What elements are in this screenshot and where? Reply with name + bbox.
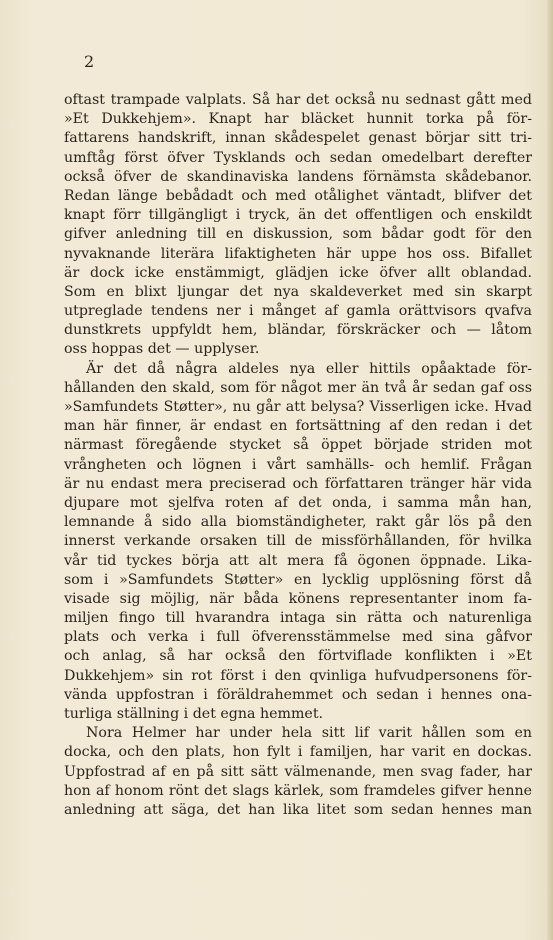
text-line: Är det då några aldeles nya eller hittils opåaktade för- <box>86 360 532 377</box>
text-line: turliga ställning i det egna hemmet. <box>64 706 324 722</box>
text-line: Redan länge bebådadt och med otålighet väntadt, blifver det <box>64 187 532 204</box>
text-line: knapt förr tillgängligt i tryck, än det offentligen och enskildt <box>64 207 532 224</box>
text-line: anledning att säga, det han lika litet som sedan hennes man <box>64 801 532 818</box>
text-line: som i »Samfundets Støtter» en lycklig upplösning först då <box>64 571 532 588</box>
text-line: närmast föregående stycket så öppet började striden mot <box>64 437 532 454</box>
text-line: är dock icke enstämmigt, glädjen icke öfver allt oblandad. <box>64 264 532 281</box>
text-line: djupare mot sjelfva roten af det onda, i samma mån han, <box>64 494 532 511</box>
text-line: fattarens handskrift, innan skådespelet genast börjar sitt tri- <box>64 130 532 147</box>
text-line: gifver anledning till en diskussion, som bådar godt för den <box>64 226 532 243</box>
text-line: och anlag, så har också den förtviflade konflikten i »Et <box>64 648 532 665</box>
page-edge <box>547 0 553 940</box>
body-text <box>64 91 532 820</box>
text-line: hållanden den skald, som för något mer än två år sedan gaf oss <box>64 379 532 396</box>
page-number: 2 <box>84 52 95 71</box>
text-line: vända uppfostran i föräldrahemmet och sedan i hennes ona- <box>64 686 532 703</box>
text-line: också öfver de skandinaviska landens förnämsta skådebanor. <box>64 168 532 185</box>
text-line: »Et Dukkehjem». Knapt har bläcket hunnit torka på för- <box>64 111 532 128</box>
text-line: Uppfostrad af en på sitt sätt välmenande, men svag fader, har <box>64 763 532 780</box>
text-line: plats och verka i full öfverensstämmelse med sina gåfvor <box>64 629 532 646</box>
text-line: Nora Helmer har under hela sitt lif varit hållen som en <box>86 725 532 742</box>
text-line: Som en blixt ljungar det nya skaldeverket med sin skarpt <box>64 283 532 300</box>
text-line: hon af honom rönt det slags kärlek, som framdeles gifver henne <box>64 782 532 799</box>
text-line: dunstkrets uppfyldt hem, bländar, förskräcker och — låtom <box>64 322 532 339</box>
text-line: »Samfundets Støtter», nu går att belysa? Visserligen icke. Hvad <box>64 399 532 415</box>
text-line: oss hoppas det — upplyser. <box>64 341 260 358</box>
text-line: oftast trampade valplats. Så har det också nu sednast gått med <box>64 92 532 108</box>
text-line: visade sig möjlig, när båda könens representanter inom fa- <box>64 590 532 607</box>
text-line: docka, och den plats, hon fylt i familjen, har varit en dockas. <box>64 744 532 761</box>
text-line: utpreglade tendens ner i månget af gamla orättvisors qvafva <box>64 303 532 320</box>
text-line: vår tid tyckes börja att alt mera få ögonen öppnade. Lika- <box>64 552 532 569</box>
text-line: Dukkehjem» sin rot först i den qvinliga hufvudpersonens för- <box>64 667 532 684</box>
text-line: nyvaknande literära lifaktigheten här uppe hos oss. Bifallet <box>64 245 532 262</box>
text-line: man här finner, är endast en fortsättning af den redan i det <box>64 418 532 435</box>
text-line: är nu endast mera preciserad och författaren tränger här vida <box>64 475 532 492</box>
text-line: innerst verkande orsaken till de missförhållanden, för hvilka <box>64 533 532 550</box>
text-line: umftåg först öfver Tysklands och sedan omedelbart derefter <box>64 149 532 166</box>
text-line: lemnande å sido alla biomständigheter, rakt går lös på den <box>64 514 532 531</box>
text-line: miljen fingo till hvarandra intaga sin rätta och naturenliga <box>64 610 532 627</box>
text-line: vrångheten och lögnen i vårt samhälls- och hemlif. Frågan <box>64 456 532 473</box>
